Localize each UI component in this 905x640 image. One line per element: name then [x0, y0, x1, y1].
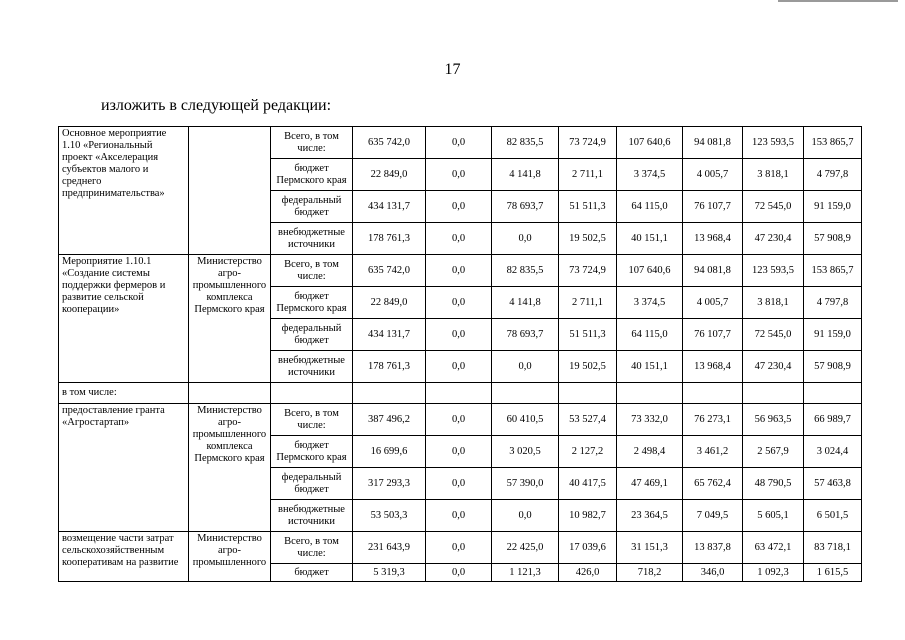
amount-cell: 16 699,6 — [353, 436, 426, 468]
funding-source: Всего, в том числе: — [271, 127, 353, 159]
amount-cell: 635 742,0 — [353, 255, 426, 287]
amount-cell: 66 989,7 — [804, 404, 862, 436]
amount-cell: 0,0 — [426, 532, 492, 564]
amount-cell: 72 545,0 — [743, 319, 804, 351]
amount-cell: 0,0 — [426, 468, 492, 500]
amount-cell: 13 837,8 — [683, 532, 743, 564]
amount-cell: 63 472,1 — [743, 532, 804, 564]
amount-cell: 4 141,8 — [492, 287, 559, 319]
amount-cell: 64 115,0 — [617, 319, 683, 351]
amount-cell: 153 865,7 — [804, 255, 862, 287]
amount-cell: 5 605,1 — [743, 500, 804, 532]
empty-cell — [617, 383, 683, 404]
amount-cell: 3 818,1 — [743, 287, 804, 319]
executor-name: Министерство агро-промышленного комплекса Пермского края — [189, 404, 271, 532]
amount-cell: 4 005,7 — [683, 287, 743, 319]
amount-cell: 19 502,5 — [559, 223, 617, 255]
amount-cell: 6 501,5 — [804, 500, 862, 532]
amount-cell: 0,0 — [426, 351, 492, 383]
amount-cell: 317 293,3 — [353, 468, 426, 500]
amount-cell: 76 273,1 — [683, 404, 743, 436]
amount-cell: 19 502,5 — [559, 351, 617, 383]
funding-source: федеральный бюджет — [271, 191, 353, 223]
amount-cell: 0,0 — [426, 436, 492, 468]
amount-cell: 76 107,7 — [683, 319, 743, 351]
amount-cell: 57 463,8 — [804, 468, 862, 500]
amount-cell: 387 496,2 — [353, 404, 426, 436]
amount-cell: 40 151,1 — [617, 351, 683, 383]
amount-cell: 231 643,9 — [353, 532, 426, 564]
empty-cell — [492, 383, 559, 404]
separator-label: в том числе: — [59, 383, 189, 404]
amount-cell: 72 545,0 — [743, 191, 804, 223]
amount-cell: 434 131,7 — [353, 191, 426, 223]
amount-cell: 4 005,7 — [683, 159, 743, 191]
page-number: 17 — [444, 61, 461, 78]
funding-source: бюджет Пермского края — [271, 436, 353, 468]
table-row — [59, 404, 862, 436]
top-edge-line — [778, 0, 898, 2]
funding-table — [58, 126, 862, 582]
amount-cell: 94 081,8 — [683, 255, 743, 287]
empty-cell — [804, 383, 862, 404]
amount-cell: 76 107,7 — [683, 191, 743, 223]
amount-cell: 2 498,4 — [617, 436, 683, 468]
table-row — [59, 127, 862, 159]
amount-cell: 73 724,9 — [559, 255, 617, 287]
amount-cell: 434 131,7 — [353, 319, 426, 351]
amount-cell: 1 615,5 — [804, 564, 862, 582]
amount-cell: 10 982,7 — [559, 500, 617, 532]
amount-cell: 107 640,6 — [617, 127, 683, 159]
amount-cell: 2 711,1 — [559, 159, 617, 191]
amount-cell: 0,0 — [426, 564, 492, 582]
amount-cell: 57 390,0 — [492, 468, 559, 500]
amount-cell: 91 159,0 — [804, 319, 862, 351]
amount-cell: 40 151,1 — [617, 223, 683, 255]
amount-cell: 0,0 — [426, 255, 492, 287]
table-row — [59, 255, 862, 287]
amount-cell: 0,0 — [492, 500, 559, 532]
amount-cell: 153 865,7 — [804, 127, 862, 159]
amount-cell: 64 115,0 — [617, 191, 683, 223]
amount-cell: 13 968,4 — [683, 223, 743, 255]
amount-cell: 0,0 — [426, 191, 492, 223]
amount-cell: 7 049,5 — [683, 500, 743, 532]
amount-cell: 57 908,9 — [804, 223, 862, 255]
amount-cell: 3 024,4 — [804, 436, 862, 468]
amount-cell: 51 511,3 — [559, 191, 617, 223]
amount-cell: 0,0 — [426, 127, 492, 159]
funding-source: бюджет Пермского края — [271, 287, 353, 319]
measure-name: Основное мероприятие 1.10 «Региональный проект «Акселерация субъектов малого и среднего предпринимательства» — [59, 127, 189, 255]
empty-cell — [743, 383, 804, 404]
amount-cell: 94 081,8 — [683, 127, 743, 159]
amount-cell: 178 761,3 — [353, 351, 426, 383]
amount-cell: 2 567,9 — [743, 436, 804, 468]
amount-cell: 53 527,4 — [559, 404, 617, 436]
amount-cell: 123 593,5 — [743, 255, 804, 287]
executor-name — [189, 127, 271, 255]
amount-cell: 22 849,0 — [353, 159, 426, 191]
amount-cell: 0,0 — [426, 223, 492, 255]
amount-cell: 3 374,5 — [617, 159, 683, 191]
funding-source: внебюджетные источники — [271, 223, 353, 255]
empty-cell — [426, 383, 492, 404]
amount-cell: 0,0 — [426, 404, 492, 436]
amount-cell: 57 908,9 — [804, 351, 862, 383]
amount-cell: 5 319,3 — [353, 564, 426, 582]
amount-cell: 635 742,0 — [353, 127, 426, 159]
empty-cell — [189, 383, 271, 404]
empty-cell — [683, 383, 743, 404]
amount-cell: 22 425,0 — [492, 532, 559, 564]
amount-cell: 82 835,5 — [492, 255, 559, 287]
amount-cell: 0,0 — [426, 287, 492, 319]
amount-cell: 91 159,0 — [804, 191, 862, 223]
amount-cell: 0,0 — [492, 223, 559, 255]
executor-name: Министерство агро-промышленного комплекса Пермского края — [189, 255, 271, 383]
measure-name: возмещение части затрат сельскохозяйственным кооперативам на развитие — [59, 532, 189, 582]
amount-cell: 107 640,6 — [617, 255, 683, 287]
amount-cell: 73 724,9 — [559, 127, 617, 159]
amount-cell: 0,0 — [492, 351, 559, 383]
funding-source: федеральный бюджет — [271, 468, 353, 500]
amount-cell: 13 968,4 — [683, 351, 743, 383]
amount-cell: 83 718,1 — [804, 532, 862, 564]
amount-cell: 4 797,8 — [804, 287, 862, 319]
amount-cell: 0,0 — [426, 500, 492, 532]
separator-row — [59, 383, 862, 404]
amount-cell: 22 849,0 — [353, 287, 426, 319]
amount-cell: 123 593,5 — [743, 127, 804, 159]
amount-cell: 47 230,4 — [743, 351, 804, 383]
amount-cell: 47 230,4 — [743, 223, 804, 255]
table-row — [59, 532, 862, 564]
amount-cell: 1 092,3 — [743, 564, 804, 582]
funding-source: Всего, в том числе: — [271, 404, 353, 436]
amount-cell: 1 121,3 — [492, 564, 559, 582]
amount-cell: 3 374,5 — [617, 287, 683, 319]
amount-cell: 78 693,7 — [492, 319, 559, 351]
amount-cell: 23 364,5 — [617, 500, 683, 532]
empty-cell — [271, 383, 353, 404]
measure-name: Мероприятие 1.10.1 «Создание системы поддержки фермеров и развитие сельской кооперации» — [59, 255, 189, 383]
measure-name: предоставление гранта «Агростартап» — [59, 404, 189, 532]
amount-cell: 346,0 — [683, 564, 743, 582]
funding-source: федеральный бюджет — [271, 319, 353, 351]
intro-text: изложить в следующей редакции: — [101, 97, 332, 114]
amount-cell: 40 417,5 — [559, 468, 617, 500]
amount-cell: 51 511,3 — [559, 319, 617, 351]
amount-cell: 17 039,6 — [559, 532, 617, 564]
amount-cell: 65 762,4 — [683, 468, 743, 500]
funding-source: бюджет — [271, 564, 353, 582]
amount-cell: 47 469,1 — [617, 468, 683, 500]
amount-cell: 2 127,2 — [559, 436, 617, 468]
empty-cell — [353, 383, 426, 404]
amount-cell: 53 503,3 — [353, 500, 426, 532]
amount-cell: 0,0 — [426, 319, 492, 351]
amount-cell: 3 020,5 — [492, 436, 559, 468]
funding-source: Всего, в том числе: — [271, 255, 353, 287]
amount-cell: 718,2 — [617, 564, 683, 582]
amount-cell: 0,0 — [426, 159, 492, 191]
amount-cell: 82 835,5 — [492, 127, 559, 159]
funding-source: Всего, в том числе: — [271, 532, 353, 564]
amount-cell: 3 818,1 — [743, 159, 804, 191]
funding-source: бюджет Пермского края — [271, 159, 353, 191]
amount-cell: 3 461,2 — [683, 436, 743, 468]
funding-source: внебюджетные источники — [271, 351, 353, 383]
amount-cell: 31 151,3 — [617, 532, 683, 564]
amount-cell: 60 410,5 — [492, 404, 559, 436]
amount-cell: 73 332,0 — [617, 404, 683, 436]
funding-source: внебюджетные источники — [271, 500, 353, 532]
amount-cell: 78 693,7 — [492, 191, 559, 223]
amount-cell: 178 761,3 — [353, 223, 426, 255]
executor-name: Министерство агро-промышленного — [189, 532, 271, 582]
amount-cell: 2 711,1 — [559, 287, 617, 319]
amount-cell: 56 963,5 — [743, 404, 804, 436]
amount-cell: 4 141,8 — [492, 159, 559, 191]
amount-cell: 426,0 — [559, 564, 617, 582]
empty-cell — [559, 383, 617, 404]
amount-cell: 4 797,8 — [804, 159, 862, 191]
amount-cell: 48 790,5 — [743, 468, 804, 500]
